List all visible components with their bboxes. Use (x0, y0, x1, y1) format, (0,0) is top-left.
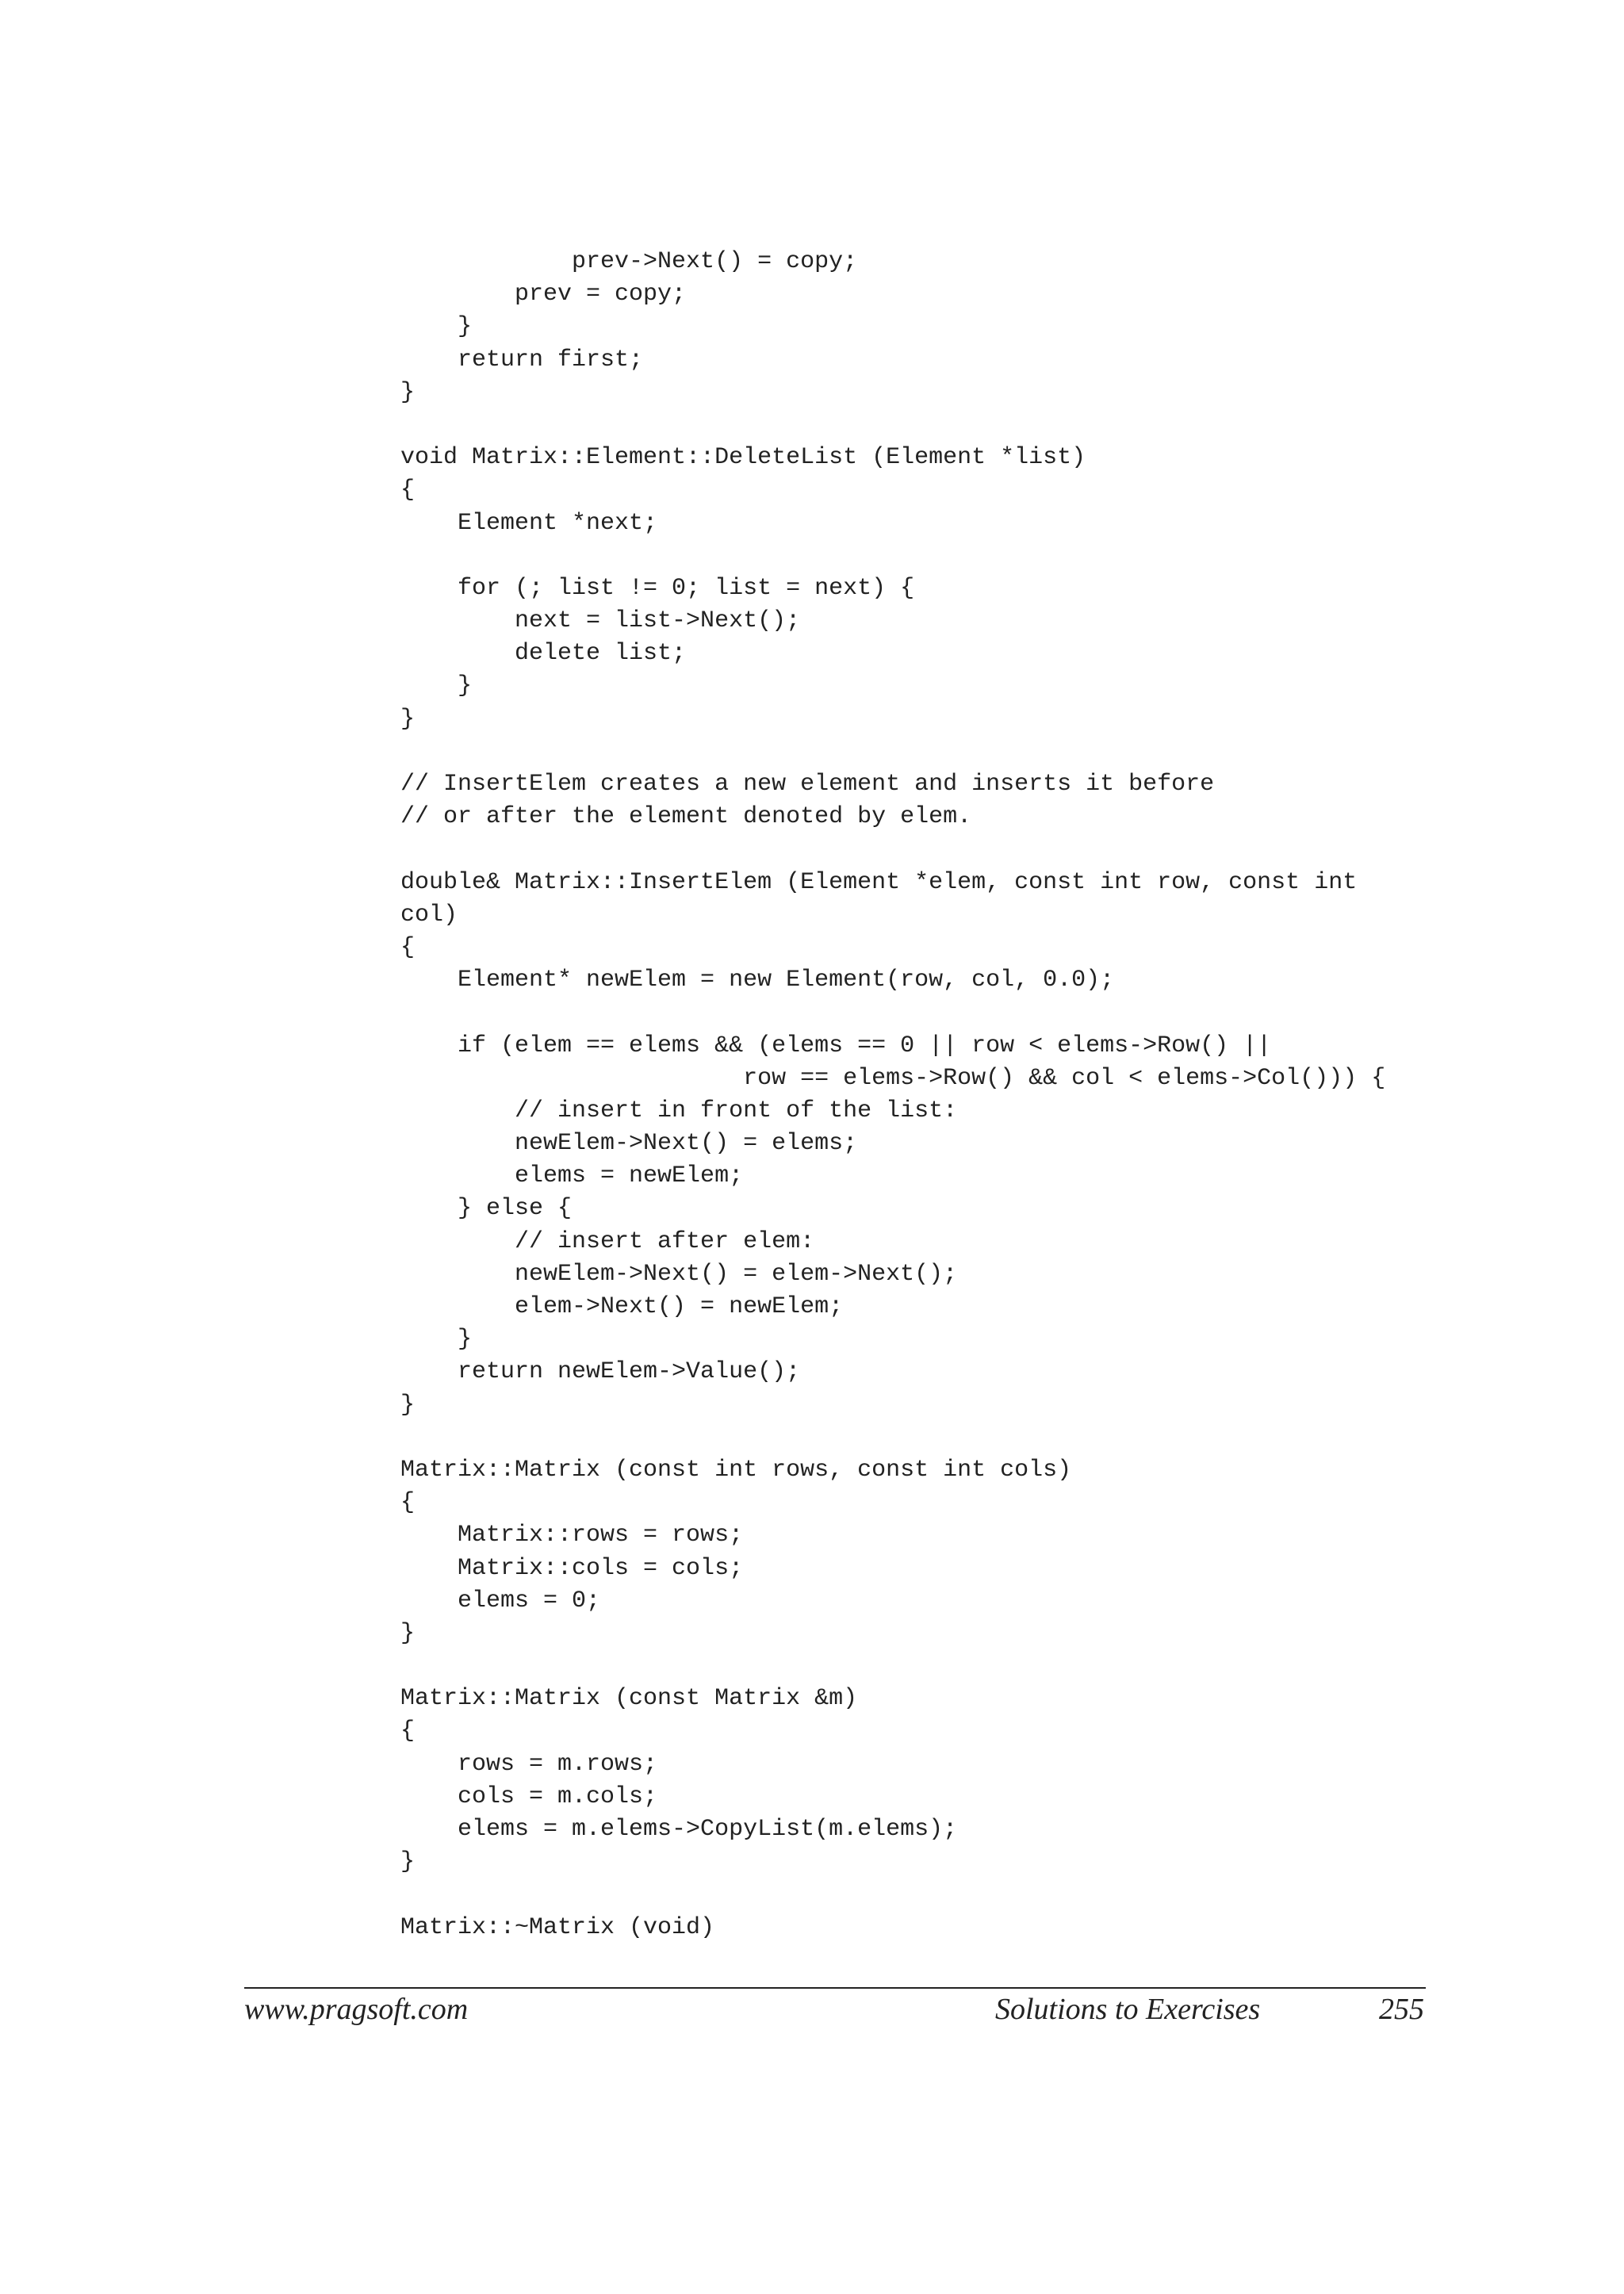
code-line: elem->Next() = newElem; (400, 1293, 844, 1320)
code-line: double& Matrix::InsertElem (Element *elem, const int row, const int (400, 868, 1358, 896)
code-line (400, 736, 1511, 768)
code-line: rows = m.rows; (400, 1750, 658, 1778)
code-line: } (400, 1848, 416, 1876)
code-line (400, 409, 1511, 442)
code-line: // InsertElem creates a new element and inserts it before (400, 771, 1215, 798)
code-line: { (400, 477, 416, 504)
code-line (400, 997, 1511, 1029)
code-listing (400, 246, 1511, 1944)
code-line (400, 540, 1511, 573)
code-line: newElem->Next() = elems; (400, 1130, 858, 1158)
footer-website: www.pragsoft.com (244, 1993, 469, 2026)
code-line: Matrix::Matrix (const Matrix &m) (400, 1685, 858, 1713)
code-line: Matrix::Matrix (const int rows, const int cols) (400, 1456, 1072, 1484)
code-line: } (400, 705, 416, 733)
code-line (400, 1878, 1511, 1911)
code-line: return newElem->Value(); (400, 1358, 801, 1386)
code-line: for (; list != 0; list = next) { (400, 574, 915, 602)
code-line: Matrix::cols = cols; (400, 1554, 744, 1582)
code-line: prev = copy; (400, 281, 687, 308)
code-line: { (400, 1489, 416, 1517)
code-line: Element* newElem = new Element(row, col, 0.0); (400, 967, 1115, 994)
code-line: } (400, 378, 416, 406)
code-line: Matrix::rows = rows; (400, 1522, 744, 1549)
code-line: void Matrix::Element::DeleteList (Element *list) (400, 444, 1086, 472)
code-line: delete list; (400, 640, 687, 668)
code-line: cols = m.cols; (400, 1783, 658, 1810)
code-line: Matrix::~Matrix (void) (400, 1913, 715, 1941)
code-line: } (400, 313, 473, 341)
code-line: return first; (400, 346, 644, 373)
code-line: } (400, 1391, 416, 1419)
code-line (400, 1650, 1511, 1683)
code-line: row == elems->Row() && col < elems->Col())) { (400, 1064, 1386, 1092)
code-line: elems = newElem; (400, 1162, 744, 1190)
code-line: } (400, 672, 473, 700)
code-line: } (400, 1326, 473, 1354)
code-line: elems = m.elems->CopyList(m.elems); (400, 1816, 958, 1843)
code-line: if (elem == elems && (elems == 0 || row < elems->Row() || (400, 1032, 1272, 1059)
code-line: prev->Next() = copy; (400, 248, 858, 275)
code-line: { (400, 1718, 416, 1745)
code-line: newElem->Next() = elem->Next(); (400, 1260, 958, 1288)
code-line: // or after the element denoted by elem. (400, 803, 972, 831)
code-line: { (400, 933, 416, 961)
code-line: col) (400, 901, 458, 929)
code-line (400, 833, 1511, 866)
code-line: } else { (400, 1195, 573, 1223)
footer-divider (244, 1987, 1426, 1989)
code-line: elems = 0; (400, 1587, 601, 1614)
page-number: 255 (1379, 1993, 1424, 2026)
code-line: Element *next; (400, 509, 658, 537)
code-line: next = list->Next(); (400, 607, 801, 635)
code-line: // insert in front of the list: (400, 1097, 958, 1124)
code-line: } (400, 1619, 416, 1647)
footer-section-title: Solutions to Exercises (995, 1993, 1261, 2026)
code-line (400, 1422, 1511, 1454)
code-line: // insert after elem: (400, 1227, 815, 1255)
